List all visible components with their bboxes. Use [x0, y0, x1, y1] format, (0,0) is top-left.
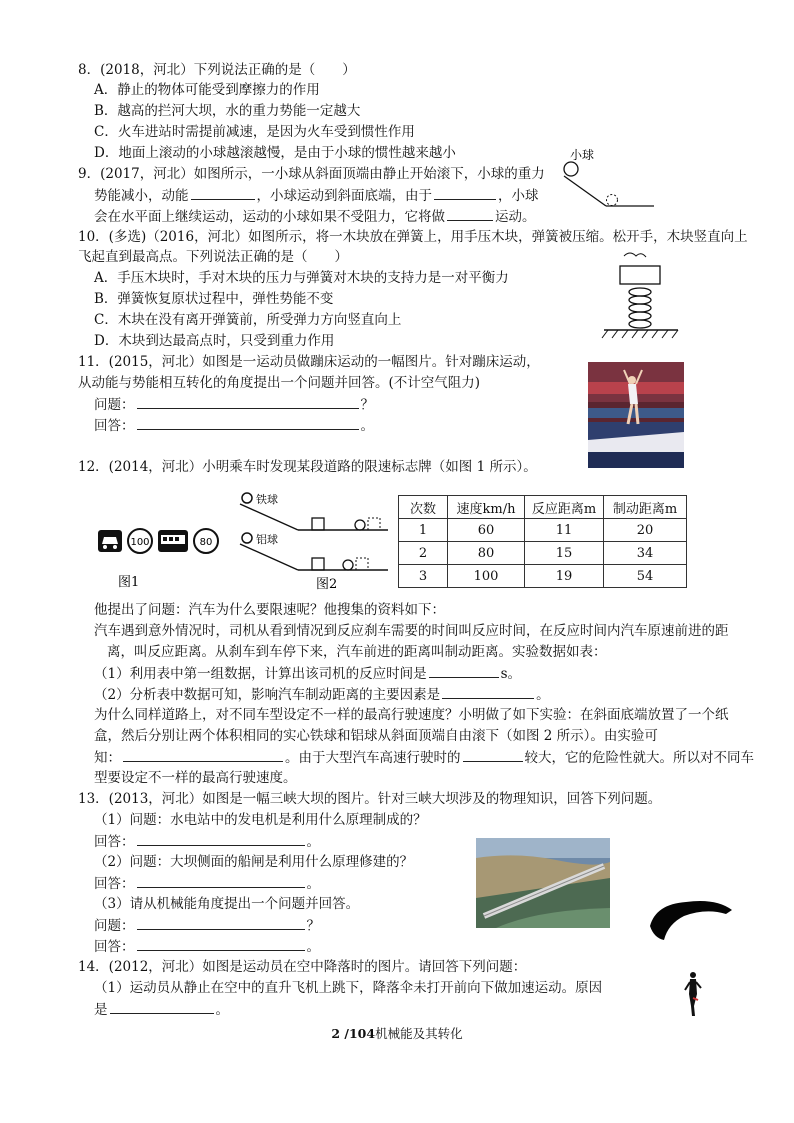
table-cell: 80: [448, 542, 525, 565]
q8-option-b: B．越高的拦河大坝，水的重力势能一定越大: [94, 103, 361, 119]
page-footer: [0, 1024, 794, 1042]
q12-sub2: [94, 684, 550, 705]
q9-line1: 9．(2017，河北）如图所示，一小球从斜面顶端由静止开始滚下，小球的重力: [78, 166, 545, 182]
answer-label: 回答：: [94, 939, 135, 955]
table-cell: 2: [399, 542, 448, 565]
q10-option-b: B．弹簧恢复原状过程中，弹性势能不变: [94, 291, 334, 307]
answer-blank[interactable]: [137, 415, 359, 430]
answer-blank[interactable]: [463, 747, 523, 762]
table-header: 反应距离m: [525, 496, 604, 519]
q12-text: 。: [536, 687, 550, 703]
table-header: 次数: [399, 496, 448, 519]
period: 。: [306, 834, 320, 850]
q11-question-label: 问题：: [94, 397, 135, 413]
answer-blank[interactable]: [447, 206, 493, 221]
q9-line2: [94, 185, 539, 206]
aluminum-ball-label: 铝球: [256, 533, 278, 546]
table-cell: 60: [448, 519, 525, 542]
answer-blank[interactable]: [137, 915, 305, 930]
q8-stem: 8．(2018，河北）下列说法正确的是（ ）: [78, 62, 356, 78]
table-header: 速度km/h: [448, 496, 525, 519]
q12-p3c: [94, 747, 754, 768]
q12-p2b: 离，叫反应距离。从刹车到车停下来，汽车前进的距离叫制动距离。实验数据如表：: [107, 644, 607, 660]
answer-blank[interactable]: [137, 831, 305, 846]
table-row: [399, 542, 687, 565]
table-header-row: [399, 496, 687, 519]
period: 。: [306, 876, 320, 892]
table-cell: 20: [604, 519, 687, 542]
answer-blank[interactable]: [137, 394, 359, 409]
q11-question: [94, 394, 374, 415]
q14-text: 是: [94, 1002, 108, 1018]
q13-stem: 13．(2013，河北）如图是一幅三峡大坝的图片。针对三峡大坝涉及的物理知识，回答下列问题。: [78, 791, 662, 807]
figure1-label: 图1: [118, 575, 140, 590]
trampoline-photo: [588, 362, 684, 468]
q13-a1: [94, 831, 320, 852]
answer-blank[interactable]: [429, 663, 499, 678]
period: 。: [306, 939, 320, 955]
q11-line1: 11．(2015，河北）如图是一运动员做蹦床运动的一幅图片。针对蹦床运动，: [78, 354, 540, 370]
q12-text: 较大，它的危险性就大。所以对不同车: [524, 750, 754, 766]
table-row: [399, 565, 687, 588]
q12-p3d: 型要设定不一样的最高行驶速度。: [94, 770, 297, 786]
q12-text: （2）分析表中数据可知，影响汽车制动距离的主要因素是: [94, 687, 441, 703]
ball-label: 小球: [570, 148, 595, 162]
table-cell: 15: [525, 542, 604, 565]
spring-figure: [598, 250, 680, 342]
q8-option-d: D．地面上滚动的小球越滚越慢，是由于小球的惯性越来越小: [94, 145, 456, 161]
q9-text: 会在水平面上继续运动，运动的小球如果不受阻力，它将做: [94, 209, 445, 225]
sign-truck-limit: 80: [199, 537, 213, 548]
q12-p1: 他提出了问题：汽车为什么要限速呢？他搜集的资料如下：: [94, 602, 445, 618]
table-cell: 54: [604, 565, 687, 588]
q12-text: s。: [500, 666, 522, 682]
figure2-label: 图2: [316, 577, 338, 592]
q13-s2: （2）问题：大坝侧面的船闸是利用什么原理修建的？: [94, 854, 414, 870]
answer-label: 回答：: [94, 834, 135, 850]
chapter-title: 机械能及其转化: [375, 1026, 463, 1041]
q14-s1b: [94, 999, 229, 1020]
period: 。: [215, 1002, 229, 1018]
answer-blank[interactable]: [137, 936, 305, 951]
q13-a3: [94, 936, 320, 957]
q9-line3: [94, 206, 536, 227]
q13-a2: [94, 873, 320, 894]
q12-p3a: 为什么同样道路上，对不同车型设定不一样的最高行驶速度？小明做了如下实验：在斜面底端放置了一个纸: [94, 707, 729, 723]
answer-blank[interactable]: [434, 185, 496, 200]
q11-line2: 从动能与势能相互转化的角度提出一个问题并回答。(不计空气阻力): [78, 375, 481, 391]
q14-stem: 14．(2012，河北）如图是运动员在空中降落时的图片。请回答下列问题：: [78, 959, 527, 975]
q10-option-a: A．手压木块时，手对木块的压力与弹簧对木块的支持力是一对平衡力: [94, 270, 509, 286]
q12-stem: 12．(2014，河北）小明乘车时发现某段道路的限速标志牌（如图 1 所示）。: [78, 459, 537, 475]
answer-label: 回答：: [94, 876, 135, 892]
table-cell: 3: [399, 565, 448, 588]
q12-p3b: 盒，然后分别让两个体积相同的实心铁球和铝球从斜面顶端自由滚下（如图 2 所示）。由实验可: [94, 728, 658, 744]
q13-s3: （3）请从机械能角度提出一个问题并回答。: [94, 896, 360, 912]
table-cell: 1: [399, 519, 448, 542]
q10-option-c: C．木块在没有离开弹簧前，所受弹力方向竖直向上: [94, 312, 402, 328]
page-number: 2 /104: [331, 1026, 376, 1041]
q9-text: ，小球运动到斜面底端，由于: [256, 188, 432, 204]
skydiver-image: [682, 970, 704, 1020]
q11-qmark: ？: [360, 397, 374, 413]
q12-p2a: 汽车遇到意外情况时，司机从看到情况到反应刹车需要的时间叫反应时间，在反应时间内汽车原速前进的距: [94, 623, 729, 639]
q13-q3: [94, 915, 320, 936]
q12-text: 知：: [94, 750, 121, 766]
q9-text: ，小球: [498, 188, 539, 204]
table-cell: 100: [448, 565, 525, 588]
q14-s1: （1）运动员从静止在空中的直升飞机上跳下，降落伞未打开前向下做加速运动。原因: [94, 980, 603, 996]
q11-period: 。: [360, 418, 374, 434]
q12-text: （1）利用表中第一组数据，计算出该司机的反应时间是: [94, 666, 427, 682]
q13-s1: （1）问题：水电站中的发电机是利用什么原理制成的？: [94, 812, 427, 828]
q11-answer: [94, 415, 374, 436]
question-label: 问题：: [94, 918, 135, 934]
table-header: 制动距离m: [604, 496, 687, 519]
answer-blank[interactable]: [442, 684, 534, 699]
q9-text: 运动。: [495, 209, 536, 225]
parachute-image: [646, 896, 736, 942]
answer-blank[interactable]: [123, 747, 283, 762]
ball-incline-figure: [236, 488, 394, 592]
table-cell: 11: [525, 519, 604, 542]
q10-line1: 10．(多选)（2016，河北）如图所示，将一木块放在弹簧上，用手压木块，弹簧被压缩。松开手，木块竖直向上: [78, 229, 748, 245]
q12-text: 。由于大型汽车高速行驶时的: [285, 750, 461, 766]
iron-ball-label: 铁球: [256, 493, 278, 506]
q8-option-c: C．火车进站时需提前减速，是因为火车受到惯性作用: [94, 124, 415, 140]
sign-car-limit: 100: [130, 537, 150, 548]
q8-option-a: A．静止的物体可能受到摩擦力的作用: [94, 82, 320, 98]
qmark: ？: [306, 918, 320, 934]
incline-figure: [560, 146, 660, 218]
answer-blank[interactable]: [137, 873, 305, 888]
data-table: [398, 495, 687, 588]
answer-blank[interactable]: [110, 999, 214, 1014]
q9-text: 势能减小，动能: [94, 188, 189, 204]
dam-photo: [476, 838, 610, 928]
table-row: [399, 519, 687, 542]
q10-option-d: D．木块到达最高点时，只受到重力作用: [94, 333, 335, 349]
answer-blank[interactable]: [191, 185, 255, 200]
speed-sign-figure: [96, 520, 226, 592]
q11-answer-label: 回答：: [94, 418, 135, 434]
table-cell: 19: [525, 565, 604, 588]
q10-line2: 飞起直到最高点。下列说法正确的是（ ）: [78, 249, 348, 265]
q12-sub1: [94, 663, 521, 684]
table-cell: 34: [604, 542, 687, 565]
